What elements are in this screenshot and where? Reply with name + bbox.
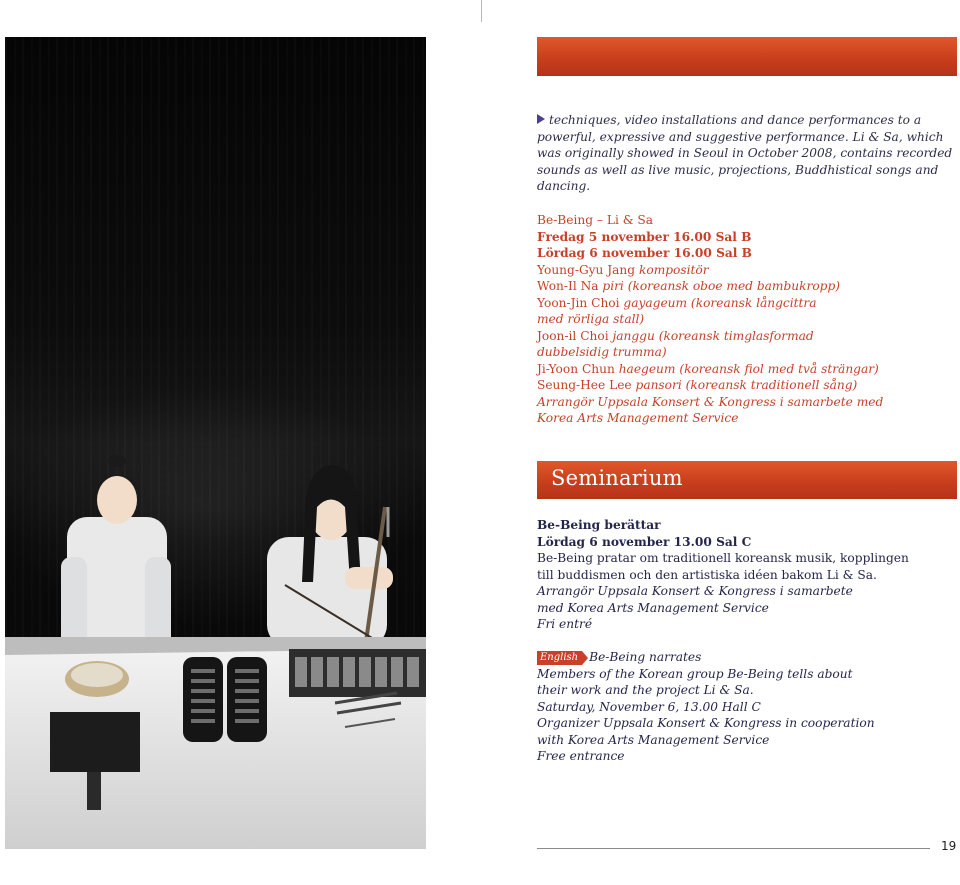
seminar-banner	[537, 461, 957, 499]
intro-paragraph	[537, 112, 957, 195]
event-block	[537, 212, 957, 427]
organizer-line: Arrangör Uppsala Konsert & Kongress i samarbete med	[537, 394, 884, 409]
english-line: Members of the Korean group Be-Being tells about	[537, 666, 853, 681]
seminar-entry: Fri entré	[537, 617, 593, 631]
english-line: Free entrance	[537, 749, 625, 763]
intro-line: sounds as well as live music, projections, Buddhistical songs and	[537, 162, 939, 177]
performance-photo	[5, 37, 426, 849]
seminar-description: till buddismen och den artistiska idéen bakom Li & Sa.	[537, 567, 877, 582]
credit-line: Yoon-Jin Choi gayageum (koreansk långcittra	[537, 295, 817, 310]
event-title: Be-Being – Li & Sa	[537, 213, 654, 227]
event-date: Fredag 5 november 16.00 Sal B	[537, 229, 752, 244]
english-line: Organizer Uppsala Konsert & Kongress in cooperation	[537, 716, 875, 730]
seminar-date: Lördag 6 november 13.00 Sal C	[537, 534, 752, 549]
seminar-organizer: med Korea Arts Management Service	[537, 600, 769, 615]
seminar-block	[537, 517, 957, 633]
continuation-arrow-icon	[537, 114, 545, 124]
seminar-organizer: Arrangör Uppsala Konsert & Kongress i samarbete	[537, 584, 853, 598]
english-block	[537, 649, 957, 765]
intro-line: was originally showed in Seoul in October 2008, contains recorded	[537, 146, 953, 160]
credit-line: med rörliga stall)	[537, 312, 645, 326]
footer-rule	[537, 848, 930, 849]
header-banner	[537, 37, 957, 76]
credit-line: Won-Il Na piri (koreansk oboe med bambukropp)	[537, 279, 841, 293]
credit-line: Seung-Hee Lee pansori (koreansk traditionell sång)	[537, 378, 858, 392]
credit-line: Ji-Yoon Chun haegeum (koreansk fiol med två strängar)	[537, 361, 879, 376]
intro-line: powerful, expressive and suggestive performance. Li & Sa, which	[537, 129, 944, 144]
credit-line: dubbelsidig trumma)	[537, 345, 667, 359]
page-gutter	[481, 0, 482, 22]
seminar-title: Be-Being berättar	[537, 518, 661, 532]
english-line: with Korea Arts Management Service	[537, 732, 770, 747]
organizer-line: Korea Arts Management Service	[537, 411, 739, 425]
intro-line: dancing.	[537, 179, 591, 193]
seminar-description: Be-Being pratar om traditionell koreansk musik, kopplingen	[537, 551, 909, 565]
page-number: 19	[941, 839, 957, 853]
credit-line: Joon-il Choi janggu (koreansk timglasformad	[537, 328, 814, 343]
event-date: Lördag 6 november 16.00 Sal B	[537, 246, 752, 260]
credit-line: Young-Gyu Jang kompositör	[537, 262, 709, 277]
english-line: their work and the project Li & Sa.	[537, 683, 754, 697]
intro-line: techniques, video installations and dance performances to a	[549, 113, 922, 127]
seminar-heading: Seminarium	[551, 466, 683, 490]
english-badge: English	[537, 651, 582, 665]
english-title: Be-Being narrates	[589, 650, 702, 664]
english-line: Saturday, November 6, 13.00 Hall C	[537, 699, 761, 714]
